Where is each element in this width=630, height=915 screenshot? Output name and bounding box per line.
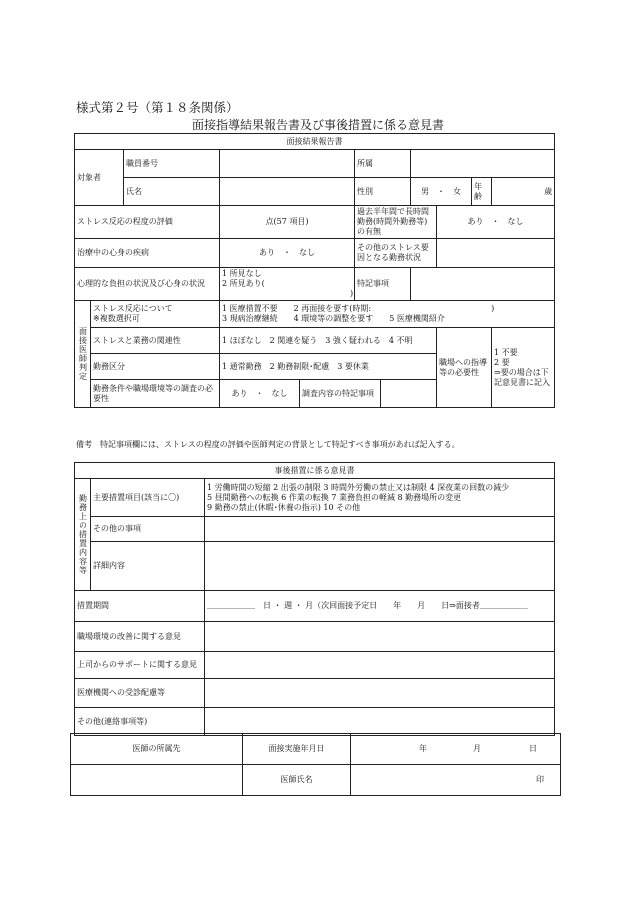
mental-value[interactable]: 1 所見なし 2 所見あり( ) <box>220 268 355 301</box>
report-header: 面接結果報告書 <box>75 134 555 150</box>
relation-label: ストレスと業務の関連性 <box>91 328 220 354</box>
support-label: 上司からのサポートに関する意見 <box>75 652 205 679</box>
affiliation-label: 医師の所属先 <box>71 734 243 765</box>
mental-label: 心理的な負担の状況及び心身の状況 <box>75 268 220 301</box>
special-label: 特記事項 <box>355 268 411 301</box>
doctor-info-table <box>70 733 561 796</box>
overtime-value[interactable]: あり ・ なし <box>437 206 555 239</box>
survey-content-label: 調査内容の特記事項 <box>300 380 381 408</box>
month-label: 月 <box>473 744 481 753</box>
misc-label: その他(連絡事項等) <box>75 708 205 736</box>
seal-mark: 印 <box>351 765 561 796</box>
department-label: 所属 <box>355 150 411 178</box>
stress-response-label: ストレス反応について ※複数選択可 <box>91 301 220 328</box>
special-field[interactable] <box>411 268 555 301</box>
consult-field[interactable] <box>205 679 555 708</box>
other-measure-label: その他の事項 <box>91 517 205 542</box>
detail-field[interactable] <box>205 542 555 591</box>
other-stress-label: その他のストレス要因となる勤務状況 <box>355 239 437 268</box>
age-label: 年齢 <box>472 178 492 206</box>
name-label: 氏名 <box>124 178 220 206</box>
env-survey-value[interactable]: あり ・ なし <box>220 380 300 408</box>
improve-label: 職場環境の改善に関する意見 <box>75 622 205 652</box>
interview-date-label: 面接実施年月日 <box>243 734 351 765</box>
work-class-value[interactable]: 1 通常勤務 2 勤務制限･配慮 3 要休業 <box>220 354 437 380</box>
age-unit: 歳 <box>492 178 555 206</box>
other-measure-field[interactable] <box>205 517 555 542</box>
work-class-label: 勤務区分 <box>91 354 220 380</box>
target-label: 対象者 <box>75 150 124 206</box>
year-label: 年 <box>419 744 427 753</box>
remarks-note: 備考 特記事項欄には、ストレスの程度の評価や医師判定の背景として特記すべき事項があれば記入する。 <box>76 440 460 449</box>
survey-content-field[interactable] <box>381 380 437 408</box>
overtime-label: 過去半年間で長時間勤務(時間外勤務等)の有無 <box>355 206 437 239</box>
gender-options[interactable]: 男 ・ 女 <box>411 178 472 206</box>
stress-eval-value[interactable]: 点(57 項目) <box>220 206 355 239</box>
opinion-header: 事後措置に係る意見書 <box>75 463 555 479</box>
stress-eval-label: ストレス反応の程度の評価 <box>75 206 220 239</box>
measures-group-label: 勤務上の措置内容等 <box>75 479 91 591</box>
gender-label: 性別 <box>355 178 411 206</box>
illness-label: 治療中の心身の疾病 <box>75 239 220 268</box>
period-value[interactable]: ＿＿＿＿＿＿ 日 ・ 週 ・ 月（次回面接予定日 年 月 日⇒面接者＿＿＿＿＿＿ <box>205 591 555 622</box>
page-title: 面接指導結果報告書及び事後措置に係る意見書 <box>192 118 445 132</box>
day-label: 日 <box>529 744 537 753</box>
relation-value[interactable]: 1 ほぼなし 2 関連を疑う 3 強く疑われる 4 不明 <box>220 328 437 354</box>
doctor-name-label: 医師氏名 <box>243 765 351 796</box>
department-field[interactable] <box>411 150 555 178</box>
interview-date-value[interactable] <box>351 734 561 765</box>
judgement-label: 面接医師判定 <box>75 301 91 408</box>
guidance-value[interactable]: 1 不要 2 要 ⇒要の場合は下記意見書に記入 <box>492 328 555 408</box>
name-field[interactable] <box>220 178 355 206</box>
main-measure-label: 主要措置項目(該当に〇) <box>91 479 205 517</box>
env-survey-label: 勤務条件や職場環境等の調査の必要性 <box>91 380 220 408</box>
main-measure-value[interactable]: 1 労働時間の短縮 2 出張の制限 3 時間外労働の禁止又は制限 4 深夜業の回数の減少 5 昼間勤務への転換 6 作業の転換 7 業務負担の軽減 8 勤務場所の変更 9 勤務の禁止(休暇･休養の指示) 10 その他 <box>205 479 555 517</box>
period-label: 措置期間 <box>75 591 205 622</box>
other-stress-field[interactable] <box>437 239 555 268</box>
stress-response-value[interactable]: 1 医療措置不要 2 再面接を要す(時期: ) 3 現病治療継続 4 環境等の調整を要す 5 医療機関紹介 <box>220 301 555 328</box>
employee-no-field[interactable] <box>220 150 355 178</box>
affiliation-field[interactable] <box>71 765 243 796</box>
form-number-label: 様式第２号（第１８条関係） <box>76 100 239 115</box>
consult-label: 医療機関への受診配慮等 <box>75 679 205 708</box>
interview-report-table <box>74 133 555 408</box>
improve-field[interactable] <box>205 622 555 652</box>
support-field[interactable] <box>205 652 555 679</box>
employee-no-label: 職員番号 <box>124 150 220 178</box>
detail-label: 詳細内容 <box>91 542 205 591</box>
illness-value[interactable]: あり ・ なし <box>220 239 355 268</box>
misc-field[interactable] <box>205 708 555 736</box>
follow-up-opinion-table <box>74 462 555 736</box>
guidance-label: 職場への指導等の必要性 <box>437 328 492 408</box>
